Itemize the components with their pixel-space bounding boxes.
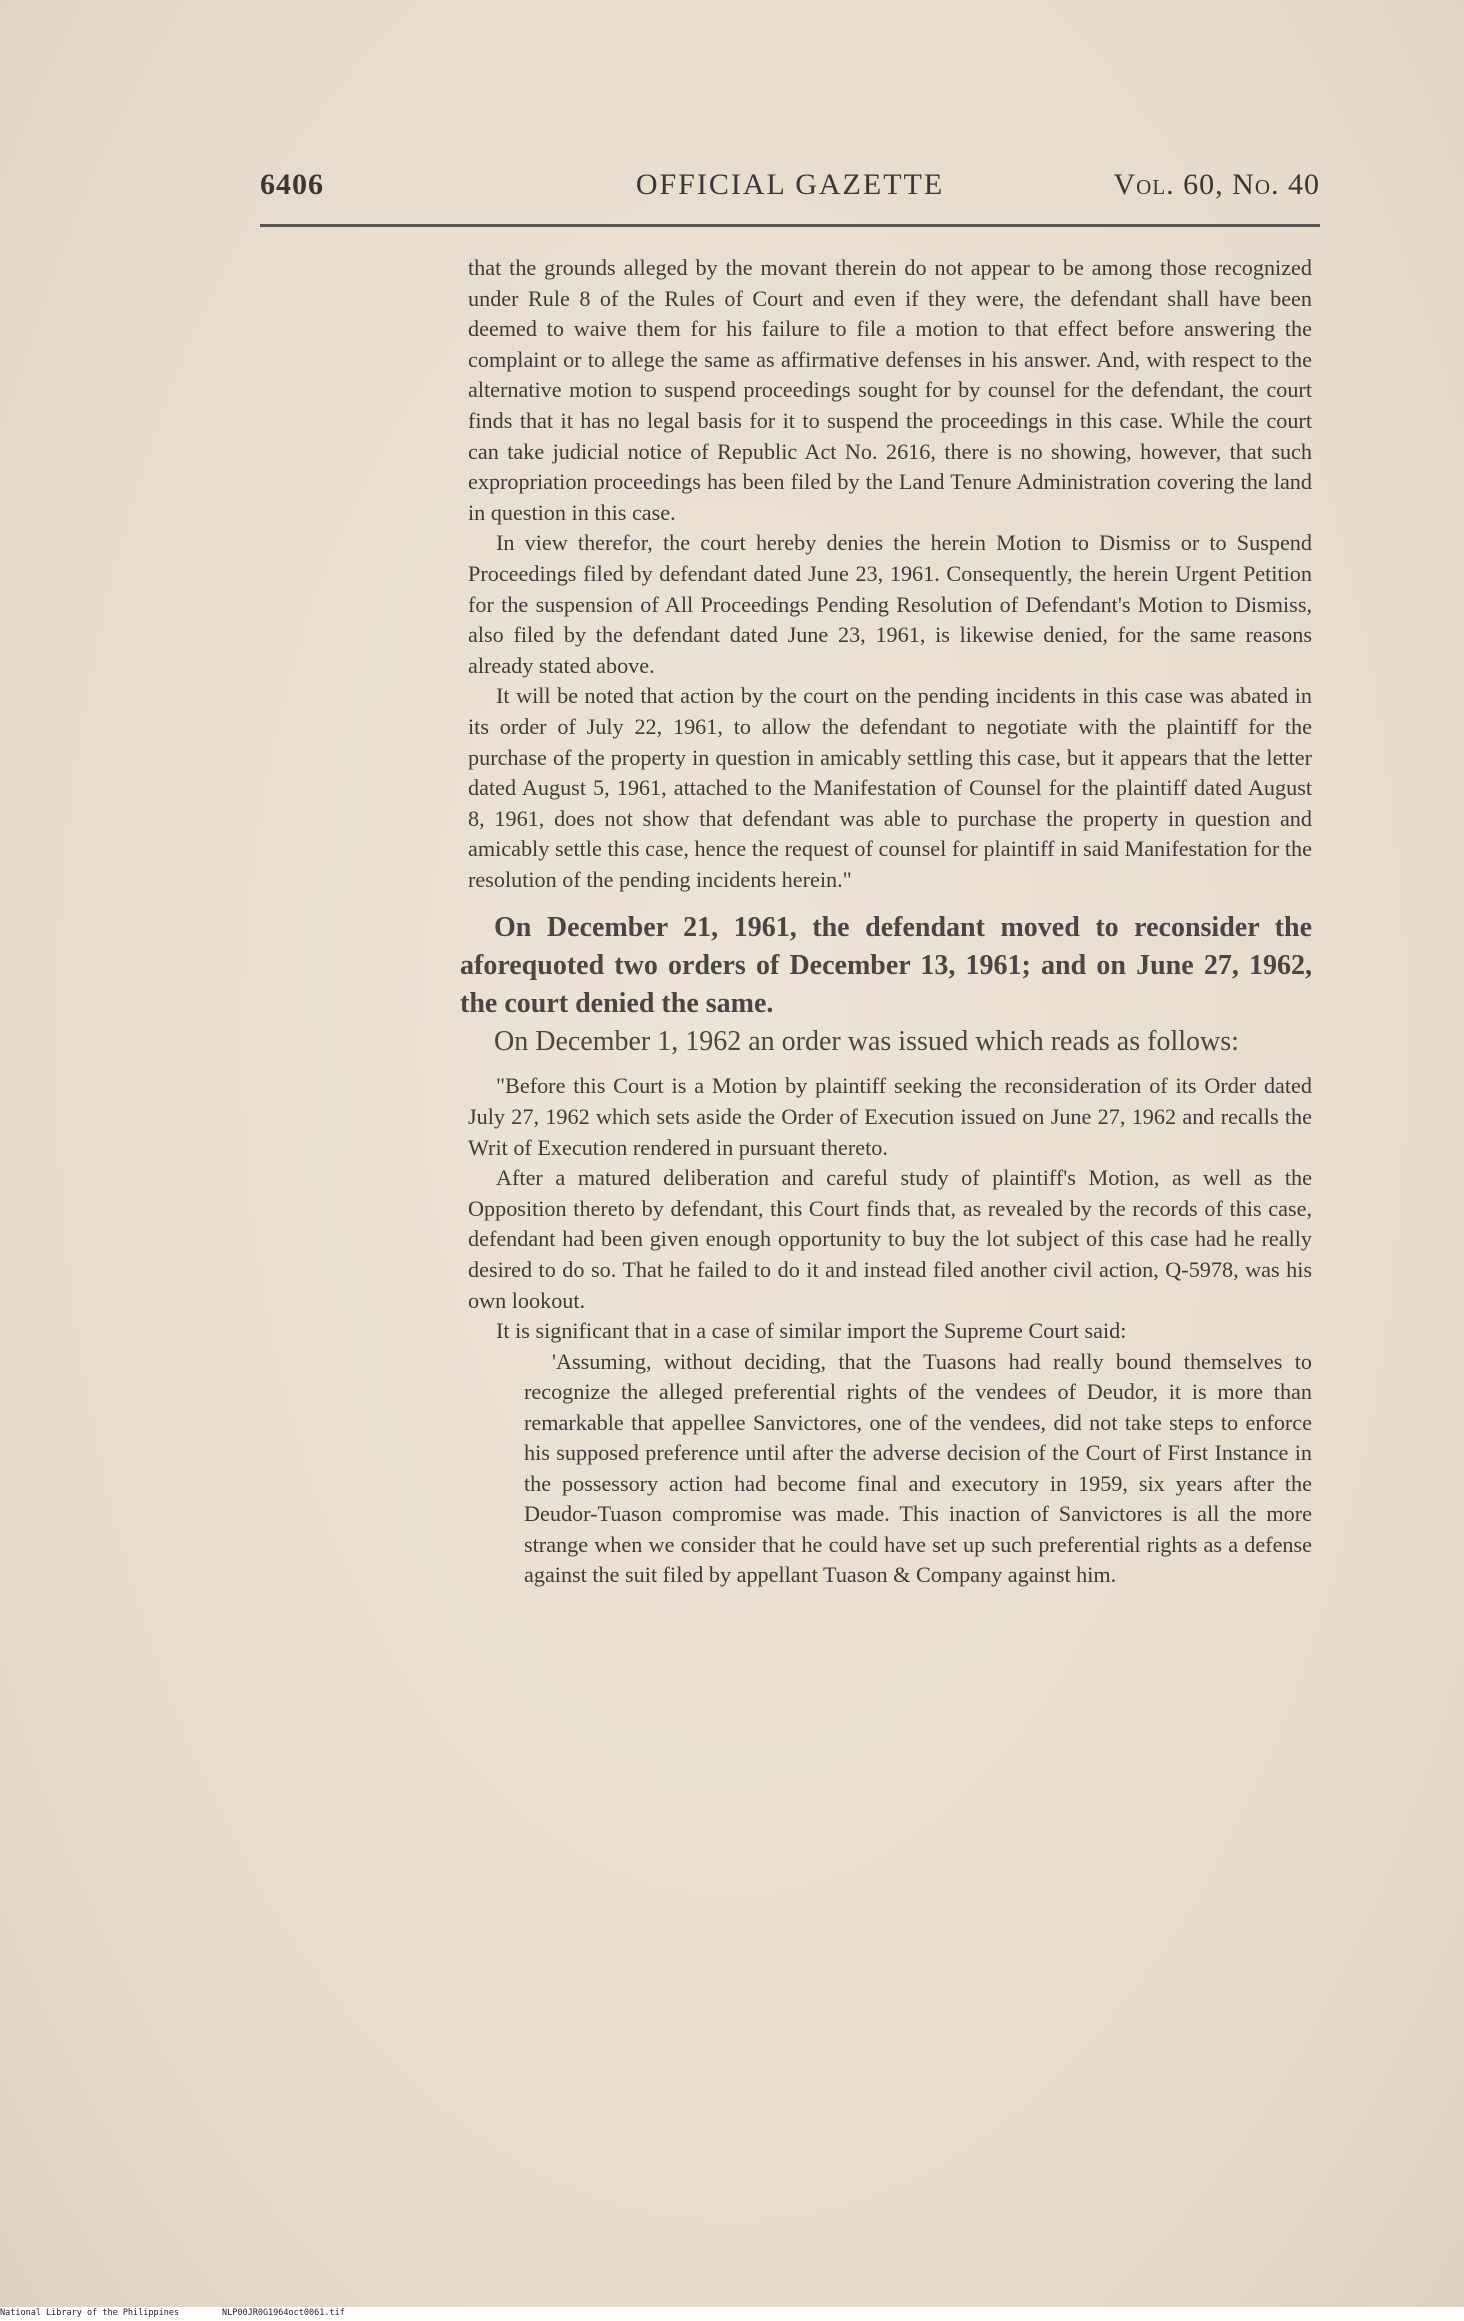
quoted-order-block-2 [468, 1071, 1312, 1346]
paragraph: In view therefor, the court hereby denies the herein Motion to Dismiss or to Suspend Proceedings filed by defendant dated June 23, 1961. Consequently, the herein Urgent Petition for the suspension of All Proceedings Pending Resolution of Defendant's Motion to Dismiss, also filed by the defendant dated June 23, 1961, is likewise denied, for the same reasons already stated above. [468, 530, 1312, 678]
header-rule [260, 224, 1320, 227]
paragraph: that the grounds alleged by the movant therein do not appear to be among those recognized under Rule 8 of the Rules of Court and even if they were, the defendant shall have been deemed to waive them for his failure to file a motion to that effect before answering the complaint or to allege the same as affirmative defenses in his answer. And, with respect to the alternative motion to suspend proceedings sought for by counsel for the defendant, the court finds that it has no legal basis for it to suspend the proceedings in this case. While the court can take judicial notice of Republic Act No. 2616, there is no showing, however, that such expropriation proceedings has been filed by the Land Tenure Administration covering the land in question in this case. [468, 255, 1312, 525]
quoted-order-block [468, 253, 1312, 895]
page-header [260, 168, 1320, 208]
narrative-block [460, 909, 1312, 1061]
volume-label: Vol. 60, No. 40 [1113, 168, 1320, 201]
scan-filename: NLP00JR0G1964oct0061.tif [222, 2308, 345, 2318]
paragraph: On December 1, 1962 an order was issued which reads as follows: [494, 1026, 1239, 1058]
paragraph: On December 21, 1961, the defendant moved to reconsider the aforequoted two orders of December 13, 1961; and on June 27, 1962, the court denied the same. [460, 912, 1312, 1020]
page-number: 6406 [260, 168, 324, 201]
paragraph: 'Assuming, without deciding, that the Tuasons had really bound themselves to recognize the alleged preferential rights of the vendees of Deudor, it is more than remarkable that appellee Sanvictores, one of the vendees, did not take steps to enforce his supposed preference until after the adverse decision of the Court of First Instance in the possessory action had become final and executory in 1959, six years after the Deudor-Tuason compromise was made. This inaction of Sanvictores is all the more strange when we consider that he could have set up such preferential rights as a defense against the suit filed by appellant Tuason & Company against him. [524, 1348, 1312, 1588]
document-body [460, 253, 1312, 1591]
paragraph: After a matured deliberation and careful study of plaintiff's Motion, as well as the Opposition thereto by defendant, this Court finds that, as revealed by the records of this case, defendant had been given enough opportunity to buy the lot subject of this case had he really desired to do so. That he failed to do it and instead filed another civil action, Q-5978, was his own lookout. [468, 1165, 1312, 1313]
library-credit: National Library of the Philippines [0, 2308, 180, 2318]
supreme-court-quote [524, 1347, 1312, 1591]
publication-title: OFFICIAL GAZETTE [635, 168, 945, 201]
paragraph: It is significant that in a case of similar import the Supreme Court said: [496, 1318, 1127, 1344]
scan-footer [0, 2307, 1464, 2321]
paragraph: "Before this Court is a Motion by plaintiff seeking the reconsideration of its Order dated July 27, 1962 which sets aside the Order of Execution issued on June 27, 1962 and recalls the Writ of Execution rendered in pursuant thereto. [468, 1073, 1312, 1160]
paragraph: It will be noted that action by the court on the pending incidents in this case was abated in its order of July 22, 1961, to allow the defendant to negotiate with the plaintiff for the purchase of the property in question in amicably settling this case, but it appears that the letter dated August 5, 1961, attached to the Manifestation of Counsel for the plaintiff dated August 8, 1961, does not show that defendant was able to purchase the property in question and amicably settle this case, hence the request of counsel for plaintiff in said Manifestation for the resolution of the pending incidents herein." [468, 683, 1312, 892]
